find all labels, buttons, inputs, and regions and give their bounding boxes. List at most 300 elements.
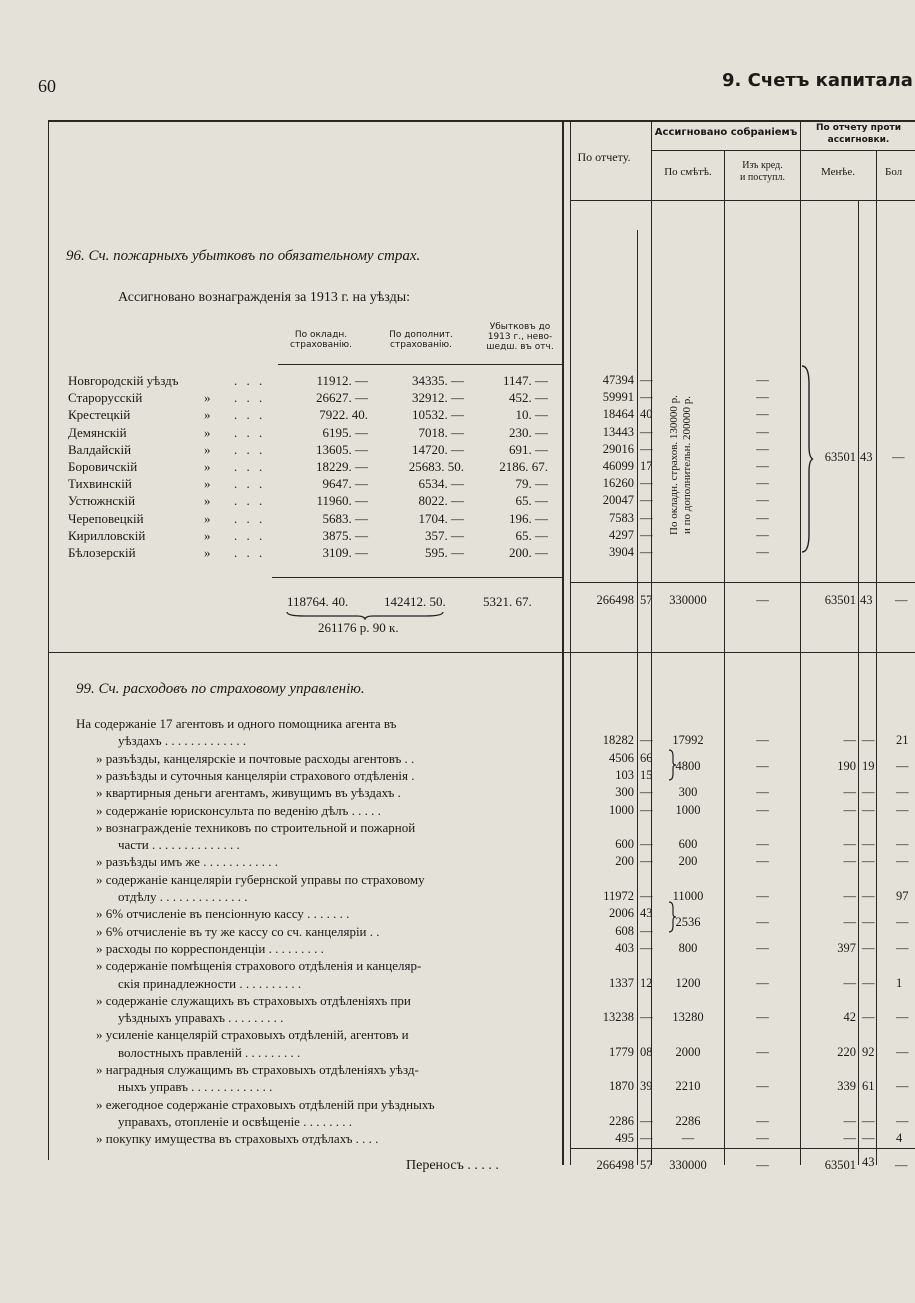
expense-rub: 495: [615, 1131, 634, 1146]
district-name: Демянскій: [68, 424, 127, 440]
divider-kop: [637, 230, 638, 1165]
bracket-bolee: —: [892, 450, 905, 464]
value-okladn: 13605. —: [316, 441, 368, 457]
expense-menee-kop: —: [862, 1131, 875, 1146]
expense-menee: 190: [837, 758, 856, 773]
value-po-otchetu-kop: —: [640, 390, 653, 405]
district-ditto: »: [204, 476, 211, 492]
s96-total-kred: —: [756, 593, 769, 607]
value-dopoln: 34335. —: [412, 373, 464, 388]
expense-menee-kop: —: [862, 1010, 875, 1025]
header-assignovano: Ассигновано собраніемъ: [654, 127, 798, 138]
expense-rub: 608: [615, 923, 634, 938]
expense-text: » 6% отчисленіе въ пенсіонную кассу . . . . . . .: [96, 906, 350, 922]
value-po-otchetu-rub: 3904: [609, 545, 634, 559]
expense-bolee: —: [896, 1079, 909, 1094]
expense-kop: 12: [640, 975, 653, 990]
value-ubytkov: 79. —: [515, 476, 548, 492]
perenos-kop: 57: [640, 1158, 653, 1172]
expense-text: » содержаніе помѣщенія страхового отдѣленія и канцеляр-: [96, 958, 422, 974]
expense-menee: 397: [837, 940, 856, 955]
total-grand: 261176 р. 90 к.: [318, 620, 399, 635]
left-brace-icon-2: [667, 900, 677, 934]
value-po-otchetu-kop: —: [640, 493, 653, 508]
expense-rub: 103: [615, 767, 634, 782]
expense-smeta: 200: [678, 854, 698, 869]
expense-menee-kop: 19: [862, 758, 875, 773]
expense-menee-kop: 61: [862, 1079, 875, 1094]
expense-smeta: 1000: [675, 802, 701, 817]
expense-kop: —: [640, 733, 653, 748]
perenos-rub: 266498: [596, 1158, 634, 1172]
expense-text: управахъ, отопленіе и освѣщеніе . . . . . . . .: [118, 1113, 352, 1129]
perenos-menee-kop: 43: [862, 1155, 875, 1169]
expense-menee-kop: —: [862, 914, 875, 929]
expense-rub: 1000: [609, 802, 634, 817]
s96-total-bolee: —: [895, 593, 908, 607]
header-menee: Менѣе.: [820, 166, 855, 178]
expense-text: » содержаніе канцеляріи губернской управы по страховому: [96, 871, 425, 887]
value-po-otchetu-rub: 4297: [609, 527, 634, 542]
expense-rub: 1870: [609, 1079, 634, 1094]
expense-text: » ежегодное содержаніе страховыхъ отдѣленій при уѣздныхъ: [96, 1096, 435, 1112]
expense-kred: —: [756, 837, 769, 852]
rotated-note-line1: По окладн. страхов. 130000 р.: [668, 395, 680, 535]
value-dopoln: 8022. —: [418, 493, 464, 509]
expense-bolee: —: [896, 758, 909, 773]
expense-rub: 4506: [609, 750, 634, 765]
expense-text: » усиленіе канцелярій страховыхъ отдѣленій, агентовъ и: [96, 1027, 409, 1043]
expense-smeta: 300: [678, 785, 698, 800]
expense-kop: —: [640, 854, 653, 869]
header-bolee: Бол: [885, 166, 903, 178]
expense-kred: —: [756, 1131, 769, 1146]
expense-menee: 339: [837, 1079, 856, 1094]
expense-menee: 42: [843, 1010, 856, 1025]
expense-menee: —: [843, 1113, 856, 1128]
value-okladn: 6195. —: [322, 424, 368, 440]
expense-kop: 43: [640, 906, 653, 921]
expense-text: скія принадлежности . . . . . . . . . .: [118, 975, 302, 991]
col-header-ubytkov-3: шедш. въ отч.: [486, 342, 554, 352]
col-header-dopoln-1: По дополнит.: [389, 330, 453, 340]
section-96-header-rule: [278, 364, 562, 365]
value-menee: —: [756, 441, 769, 456]
expense-kred: —: [756, 940, 769, 955]
divider-smeta: [651, 120, 652, 1165]
expense-text: » покупку имущества въ страховыхъ отдѣлахъ . . . .: [96, 1131, 379, 1147]
col-header-dopoln-2: страхованію.: [390, 340, 452, 350]
expense-bolee: —: [896, 854, 909, 869]
value-menee: —: [756, 493, 769, 508]
expense-text: » разъѣзды имъ же . . . . . . . . . . . .: [96, 854, 278, 870]
leader-dots: . . .: [234, 476, 266, 492]
expense-text: уѣздахъ . . . . . . . . . . . . .: [118, 733, 247, 749]
expense-bolee: 1: [896, 975, 903, 990]
perenos-menee-rub: 63501: [824, 1158, 856, 1172]
value-po-otchetu-rub: 59991: [602, 390, 634, 405]
value-po-otchetu-rub: 20047: [602, 493, 634, 508]
expense-menee-kop: —: [862, 733, 875, 748]
leader-dots: . . .: [234, 373, 266, 388]
district-ditto: »: [204, 459, 211, 474]
section-96-right-sum-rule: [570, 582, 915, 583]
expense-menee: —: [843, 914, 856, 929]
value-ubytkov: 10. —: [515, 407, 548, 423]
expense-kop: —: [640, 837, 653, 852]
col-header-ubytkov-2: 1913 г., нево-: [487, 332, 553, 342]
header-iz-kred: [725, 160, 800, 184]
expense-bolee: —: [896, 785, 909, 800]
value-ubytkov: 230. —: [509, 424, 548, 440]
divider-mkop: [858, 200, 859, 1165]
district-ditto: »: [204, 390, 211, 406]
value-po-otchetu-kop: 17: [640, 459, 653, 473]
expense-menee: —: [843, 1131, 856, 1146]
value-dopoln: 7018. —: [418, 424, 464, 440]
value-menee: —: [756, 373, 769, 387]
bracket-menee-rub: 63501: [824, 450, 856, 464]
expense-kop: —: [640, 802, 653, 817]
expense-rub: 13238: [602, 1010, 634, 1025]
district-name: Валдайскій: [68, 441, 132, 457]
leader-dots: . . .: [234, 527, 266, 543]
leader-dots: . . .: [234, 390, 266, 406]
district-name: Череповецкій: [68, 510, 144, 526]
expense-bolee: —: [896, 1113, 909, 1128]
expense-bolee: —: [896, 802, 909, 817]
expense-kred: —: [756, 854, 769, 869]
perenos-label: Переносъ . . . . .: [406, 1158, 499, 1173]
col-header-ubytkov-1: Убытковъ до: [489, 322, 551, 332]
expense-rub: 2286: [609, 1113, 634, 1128]
expense-menee: —: [843, 854, 856, 869]
expense-text: » 6% отчисленіе въ ту же кассу со сч. канцеляріи . .: [96, 923, 380, 939]
value-okladn: 3109. —: [322, 545, 368, 560]
expense-smeta: 2210: [675, 1079, 701, 1094]
value-po-otchetu-rub: 46099: [602, 459, 634, 473]
expense-kred: —: [756, 802, 769, 817]
expense-smeta: 600: [678, 837, 698, 852]
value-okladn: 5683. —: [322, 510, 368, 526]
bracket-menee-kop: 43: [860, 450, 873, 464]
total-dopoln: 142412. 50.: [384, 594, 446, 609]
expense-text: ныхъ управъ . . . . . . . . . . . . .: [118, 1079, 273, 1095]
expense-text: » содержаніе юрисконсульта по веденію дѣлъ . . . . .: [96, 802, 381, 818]
value-dopoln: 357. —: [425, 527, 464, 543]
page-number: 60: [38, 76, 56, 96]
expense-bolee: 21: [896, 733, 909, 748]
value-menee: —: [756, 424, 769, 439]
expense-text: » вознагражденіе техниковъ по строительной и пожарной: [96, 819, 416, 835]
leader-dots: . . .: [234, 510, 266, 526]
header-protiv-line1: По отчету проти: [815, 123, 902, 133]
expense-smeta: 11000: [672, 889, 704, 903]
expense-smeta: 800: [678, 940, 698, 955]
district-name: Бѣлозерскій: [68, 545, 136, 560]
expense-rub: 300: [615, 785, 634, 800]
expense-smeta: 2536: [675, 914, 701, 929]
section-divider: [48, 652, 915, 653]
value-okladn: 26627. —: [316, 390, 368, 406]
expense-menee-kop: —: [862, 802, 875, 817]
expense-rub: 18282: [602, 733, 634, 748]
expense-rub: 1337: [609, 975, 634, 990]
col-header-okladn-2: страхованію.: [290, 340, 352, 350]
header-po-smete: По смѣтѣ.: [664, 166, 712, 178]
value-okladn: 3875. —: [322, 527, 368, 543]
value-ubytkov: 196. —: [509, 510, 548, 526]
value-ubytkov: 65. —: [515, 493, 548, 509]
value-menee: —: [756, 407, 769, 422]
expense-kred: —: [756, 758, 769, 773]
page-title: 9. Счетъ капитала: [722, 70, 913, 91]
total-okladn: 118764. 40.: [287, 594, 349, 609]
expense-bolee: —: [896, 940, 909, 955]
expense-bolee: —: [896, 1010, 909, 1025]
divider-main: [562, 120, 564, 1165]
expense-menee-kop: —: [862, 889, 875, 903]
expense-bolee: 4: [896, 1131, 903, 1146]
s96-total-menee-kop: 43: [860, 593, 873, 607]
expense-bolee: —: [896, 914, 909, 929]
expense-kred: —: [756, 733, 769, 748]
value-po-otchetu-rub: 47394: [602, 373, 634, 387]
rotated-note-line2: и по дополнительн. 200000 р.: [681, 396, 693, 534]
value-dopoln: 14720. —: [412, 441, 464, 457]
value-okladn: 18229. —: [316, 459, 368, 474]
expense-kop: —: [640, 1010, 653, 1025]
district-name: Крестецкій: [68, 407, 131, 423]
header-kred-line1: Изъ кред.: [742, 160, 783, 171]
total-ubytkov: 5321. 67.: [483, 594, 532, 609]
expense-kop: 39: [640, 1079, 653, 1094]
district-ditto: »: [204, 527, 211, 543]
expense-kop: 08: [640, 1044, 653, 1059]
value-okladn: 7922. 40.: [319, 407, 368, 423]
value-ubytkov: 200. —: [509, 545, 548, 560]
section-96-title: 96. Сч. пожарныхъ убытковъ по обязательному страх.: [66, 248, 421, 264]
header-po-otchetu: По отчету.: [577, 150, 631, 164]
district-name: Устюжнскій: [68, 493, 136, 509]
section-96-sum-rule: [272, 577, 562, 578]
value-menee: —: [756, 510, 769, 525]
expense-kop: 15: [640, 767, 653, 782]
value-okladn: 9647. —: [322, 476, 368, 492]
value-po-otchetu-rub: 18464: [602, 407, 634, 422]
expense-kred: —: [756, 1010, 769, 1025]
perenos-bolee: —: [895, 1158, 908, 1172]
value-dopoln: 1704. —: [418, 510, 464, 526]
expense-text: » наградныя служащимъ въ страховыхъ отдѣленіяхъ уѣзд-: [96, 1062, 419, 1077]
perenos-kred: —: [756, 1158, 769, 1172]
left-border: [48, 120, 49, 1160]
district-ditto: »: [204, 441, 211, 457]
expense-rub: 11972: [603, 889, 634, 903]
expense-menee-kop: 92: [862, 1044, 875, 1059]
leader-dots: . . .: [234, 459, 266, 474]
underbrace-icon: [285, 610, 445, 620]
district-name: Старорусскій: [68, 390, 143, 406]
value-po-otchetu-kop: 40: [640, 407, 653, 422]
expense-menee-kop: —: [862, 940, 875, 955]
rotated-assignment-note: [668, 395, 694, 535]
value-po-otchetu-kop: —: [640, 527, 653, 542]
divider-main-2: [570, 120, 571, 1165]
expense-kop: —: [640, 1113, 653, 1128]
value-po-otchetu-rub: 13443: [602, 424, 634, 439]
leader-dots: . . .: [234, 441, 266, 457]
expense-rub: 200: [615, 854, 634, 869]
value-po-otchetu-kop: —: [640, 424, 653, 439]
expense-smeta: 2286: [675, 1113, 701, 1128]
expense-menee: —: [843, 975, 856, 990]
value-ubytkov: 452. —: [509, 390, 548, 406]
leader-dots: . . .: [234, 493, 266, 509]
expense-kred: —: [756, 1044, 769, 1059]
value-menee: —: [756, 545, 769, 559]
expense-rub: 2006: [609, 906, 634, 921]
expense-smeta: 2000: [675, 1044, 701, 1059]
expense-kred: —: [756, 889, 769, 903]
expense-text: отдѣлу . . . . . . . . . . . . . .: [118, 889, 248, 904]
expense-menee-kop: —: [862, 837, 875, 852]
value-ubytkov: 691. —: [509, 441, 548, 457]
expense-bolee: 97: [896, 889, 909, 903]
s96-total-smeta: 330000: [669, 593, 707, 607]
value-dopoln: 32912. —: [412, 390, 464, 406]
district-ditto: »: [204, 407, 211, 423]
expense-kop: —: [640, 923, 653, 938]
expense-menee: —: [843, 889, 856, 903]
expense-menee: —: [843, 837, 856, 852]
value-dopoln: 6534. —: [418, 476, 464, 492]
expense-text: » квартирныя деньги агентамъ, живущимъ въ уѣздахъ .: [96, 785, 401, 801]
col-header-dopoln: [376, 330, 466, 350]
expense-menee-kop: —: [862, 854, 875, 869]
expense-smeta: 13280: [672, 1010, 704, 1025]
value-po-otchetu-rub: 7583: [609, 510, 634, 525]
expense-text: части . . . . . . . . . . . . . .: [118, 837, 240, 853]
value-po-otchetu-kop: —: [640, 373, 653, 387]
leader-dots: . . .: [234, 545, 266, 560]
perenos-rule: [570, 1148, 915, 1149]
expense-smeta: 1200: [675, 975, 701, 990]
expense-text: волостныхъ правленій . . . . . . . . .: [118, 1044, 301, 1060]
expense-kred: —: [756, 1079, 769, 1094]
value-po-otchetu-kop: —: [640, 441, 653, 456]
value-po-otchetu-rub: 29016: [602, 441, 634, 456]
expense-text: » разъѣзды и суточныя канцеляріи страхового отдѣленія .: [96, 767, 415, 783]
expense-menee-kop: —: [862, 1113, 875, 1128]
expense-text: » содержаніе служащихъ въ страховыхъ отдѣленіяхъ при: [96, 992, 411, 1008]
expense-menee: —: [843, 785, 856, 800]
expense-kred: —: [756, 975, 769, 990]
expense-kop: —: [640, 785, 653, 800]
value-ubytkov: 1147. —: [502, 373, 548, 388]
value-okladn: 11912. —: [316, 373, 368, 388]
value-dopoln: 25683. 50.: [408, 459, 464, 474]
value-ubytkov: 2186. 67.: [499, 459, 548, 474]
district-name: Тихвинскій: [68, 476, 132, 492]
left-brace-icon: [667, 748, 677, 782]
header-po-otchetu-protiv: [802, 122, 915, 146]
district-name: Боровичскій: [68, 459, 138, 474]
header-kred-line2: и поступл.: [740, 172, 785, 183]
divider-menee: [800, 120, 801, 1165]
value-po-otchetu-kop: —: [640, 510, 653, 525]
value-menee: —: [756, 476, 769, 491]
district-ditto: »: [204, 493, 211, 509]
value-okladn: 11960. —: [316, 493, 368, 509]
expense-bolee: —: [896, 1044, 909, 1059]
header-protiv-line2: ассигновки.: [827, 135, 890, 145]
expense-rub: 403: [615, 940, 634, 955]
value-menee: —: [756, 527, 769, 542]
value-menee: —: [756, 390, 769, 405]
expense-kop: 66: [640, 750, 653, 765]
expense-kred: —: [756, 914, 769, 929]
expense-text: На содержаніе 17 агентовъ и одного помощника агента въ: [76, 716, 397, 731]
district-ditto: »: [204, 545, 211, 560]
value-po-otchetu-rub: 16260: [602, 476, 634, 491]
district-ditto: »: [204, 510, 211, 526]
expense-menee-kop: —: [862, 975, 875, 990]
expense-smeta: 17992: [672, 733, 704, 748]
expense-kred: —: [756, 785, 769, 800]
expense-rub: 600: [615, 837, 634, 852]
col-header-okladn: [278, 330, 364, 350]
expense-menee-kop: —: [862, 785, 875, 800]
table-top-rule: [48, 120, 915, 122]
expense-text: » расходы по корреспонденціи . . . . . . . . .: [96, 940, 324, 956]
section-96-subtitle: Ассигновано вознагражденія за 1913 г. на уѣзды:: [118, 290, 410, 305]
district-name: Кирилловскій: [68, 527, 146, 543]
expense-kop: —: [640, 940, 653, 955]
value-po-otchetu-kop: —: [640, 476, 653, 491]
header-rule-2: [570, 200, 915, 201]
s96-total-kop: 57: [640, 593, 653, 607]
expense-kop: —: [640, 889, 653, 903]
expense-bolee: —: [896, 837, 909, 852]
expense-kred: —: [756, 1113, 769, 1128]
expense-smeta: —: [681, 1131, 695, 1146]
expense-kop: —: [640, 1131, 653, 1146]
value-dopoln: 595. —: [425, 545, 464, 560]
s96-total-rub: 266498: [596, 593, 634, 607]
leader-dots: . . .: [234, 407, 266, 423]
s96-total-menee-rub: 63501: [824, 593, 856, 607]
district-ditto: »: [204, 424, 211, 440]
leader-dots: . . .: [234, 424, 266, 440]
value-ubytkov: 65. —: [515, 527, 548, 543]
value-po-otchetu-kop: —: [640, 545, 653, 559]
divider-bolee: [876, 150, 877, 1165]
value-dopoln: 10532. —: [412, 407, 464, 423]
expense-menee: —: [843, 733, 856, 748]
expense-menee: 220: [837, 1044, 856, 1059]
expense-rub: 1779: [609, 1044, 634, 1059]
value-menee: —: [756, 459, 769, 473]
section-99-title: 99. Сч. расходовъ по страховому управленію.: [76, 681, 365, 697]
perenos-smeta: 330000: [669, 1158, 707, 1172]
expense-menee: —: [843, 802, 856, 817]
expense-smeta: 4800: [675, 758, 701, 773]
district-name: Новгородскій уѣздъ: [68, 373, 179, 388]
header-rule-1: [651, 150, 915, 151]
col-header-okladn-1: По окладн.: [294, 330, 348, 340]
col-header-ubytkov: [474, 322, 566, 352]
